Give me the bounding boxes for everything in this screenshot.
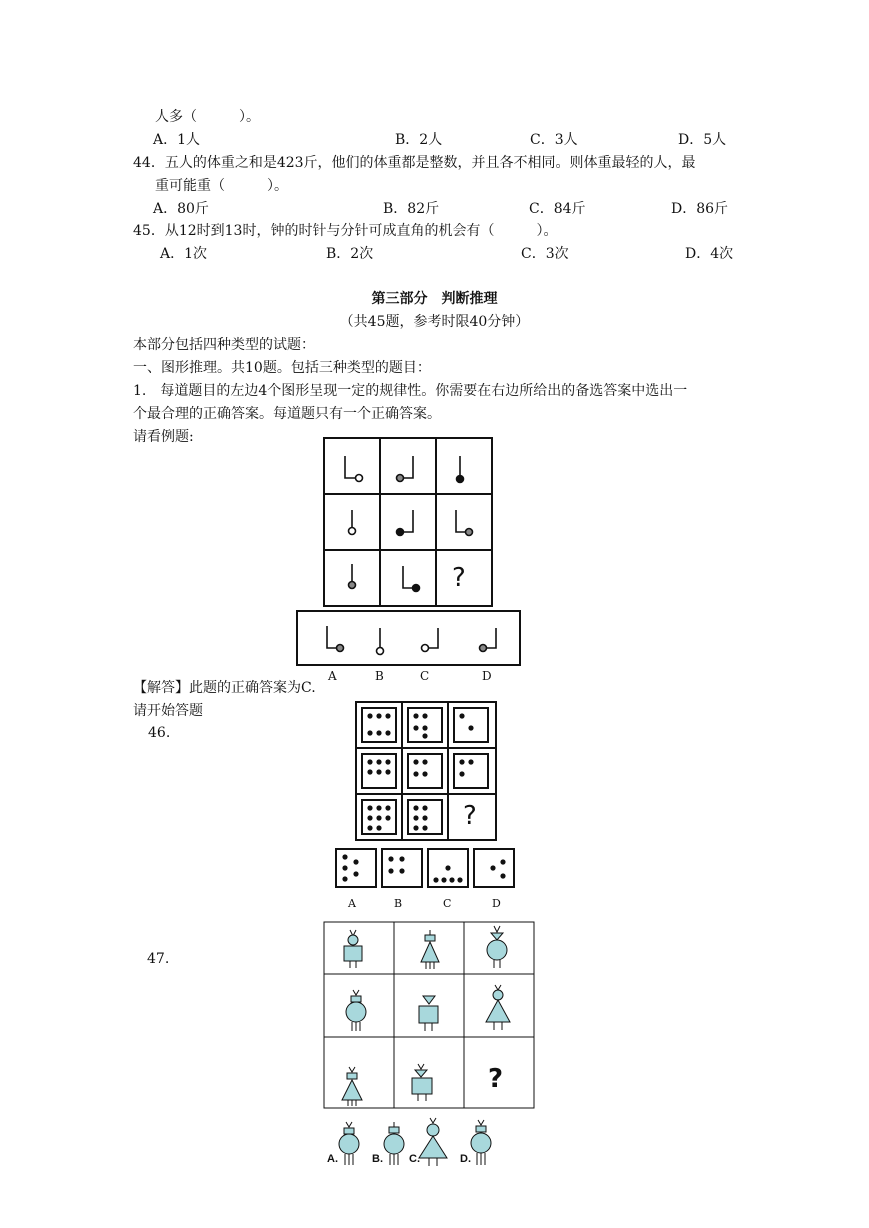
example-option-label-c: C	[420, 669, 430, 683]
q43-option-b: B．2人	[395, 132, 443, 148]
q46-option-label-c: C	[443, 897, 452, 910]
q47-option-label-b: B.	[372, 1153, 383, 1165]
example-label: 请看例题:	[133, 429, 194, 445]
example-question-mark: ?	[452, 563, 466, 593]
q45-option-c: C．3次	[521, 246, 569, 262]
q43-option-d: D．5人	[678, 132, 727, 148]
example-option-label-d: D	[482, 669, 492, 683]
q43-option-c: C．3人	[530, 132, 578, 148]
q43-option-a: A．1人	[153, 132, 201, 148]
q47-option-label-a: A.	[327, 1153, 338, 1165]
section-intro: 本部分包括四种类型的试题：	[133, 337, 315, 353]
section-subtitle: （共45题，参考时限40分钟）	[339, 314, 530, 330]
q47-option-label-c: C.	[409, 1153, 420, 1165]
q44-option-d: D．86斤	[671, 201, 729, 217]
rule-line2: 个最合理的正确答案。每道题只有一个正确答案。	[133, 406, 441, 422]
q45-stem: 45．从12时到13时，钟的时针与分针可成直角的机会有（ ）。	[133, 223, 558, 239]
rule-line1: 1. 每道题目的左边4个图形呈现一定的规律性。你需要在右边所给出的备选答案中选出一	[133, 383, 688, 399]
q47-option-label-d: D.	[460, 1153, 471, 1165]
q44-option-b: B．82斤	[383, 201, 440, 217]
q45-option-d: D．4次	[685, 246, 734, 262]
q46-option-label-d: D	[492, 897, 501, 910]
q46-option-label-a: A	[348, 897, 356, 910]
q44-stem-line2: 重可能重（ ）。	[155, 178, 288, 194]
q46-option-label-b: B	[394, 897, 403, 910]
q44-option-c: C．84斤	[529, 201, 586, 217]
q47-label: 47.	[147, 951, 170, 967]
part1-title: 一、图形推理。共10题。包括三种类型的题目：	[133, 360, 431, 376]
q43-stem-tail: 人多（ ）。	[155, 109, 260, 125]
example-answer: 【解答】此题的正确答案为C.	[133, 680, 316, 696]
example-option-label-a: A	[328, 669, 337, 683]
section-title: 第三部分 判断推理	[371, 291, 498, 307]
q46-label: 46.	[148, 725, 171, 741]
q45-option-b: B．2次	[326, 246, 374, 262]
q44-stem-line1: 44．五人的体重之和是423斤，他们的体重都是整数，并且各不相同。则体重最轻的人，最	[133, 155, 696, 171]
q47-question-mark: ?	[488, 1064, 504, 1094]
start-label: 请开始答题	[133, 703, 203, 719]
q46-question-mark: ?	[463, 801, 477, 831]
q45-option-a: A．1次	[160, 246, 208, 262]
q44-option-a: A．80斤	[153, 201, 209, 217]
example-option-label-b: B	[375, 669, 384, 683]
